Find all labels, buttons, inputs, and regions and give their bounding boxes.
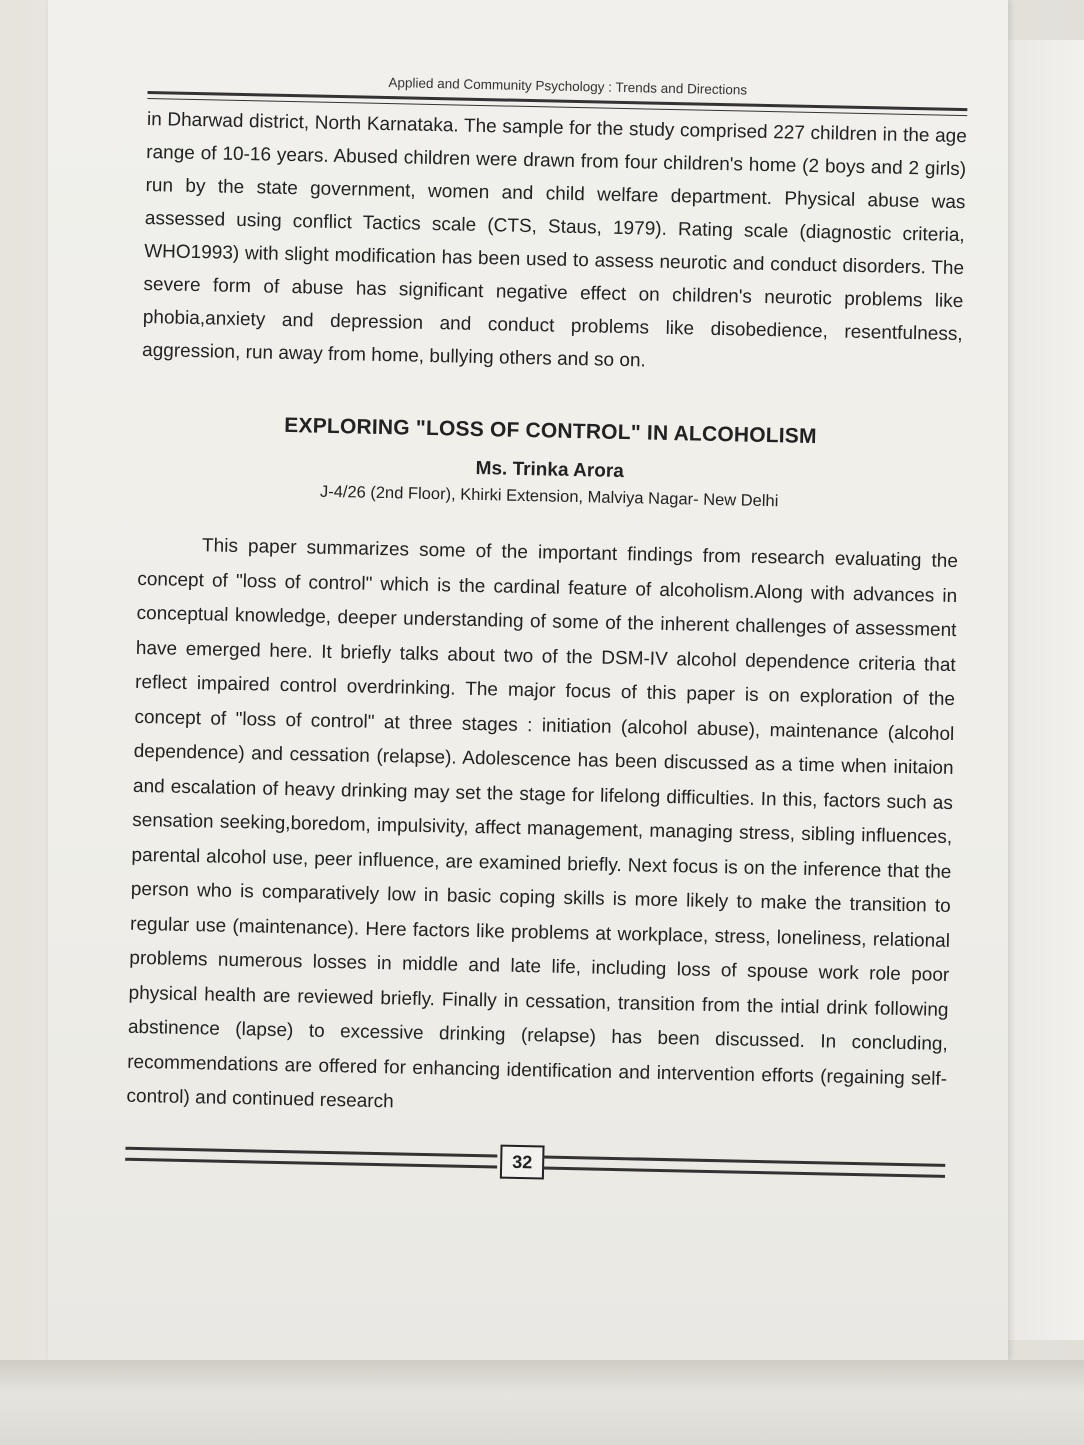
page-number: 32 — [500, 1144, 545, 1179]
article-title: EXPLORING "LOSS OF CONTROL" IN ALCOHOLISM — [284, 413, 817, 449]
continuation-paragraph: in Dharwad district, North Karnataka. The sample for the study comprised 227 children in the age range of 10-16 years. Abused children were drawn from four children's home (2 boys and 2 girls) run by the state government, women and child welfare department. Physical abuse was assessed using conflict Tactics scale (CTS, Staus, 1979). Rating scale (diagnostic criteria, WHO1993) with slight modification has been used to assess neurotic and conduct disorders. The severe form of abuse has significant negative effect on children's neurotic problems like phobia,anxiety and depression and conduct problems like disobedience, resentfulness, aggression, run away from home, bullying others and so on. — [141, 108, 968, 372]
author-address: J-4/26 (2nd Floor), Khirki Extension, Malviya Nagar- New Delhi — [319, 482, 779, 511]
table-edge — [0, 1360, 1084, 1445]
footer-rule-left — [125, 1146, 497, 1168]
running-head: Applied and Community Psychology : Trends and Directions — [388, 75, 748, 98]
page-content — [125, 70, 968, 1187]
page-footer — [125, 1136, 946, 1187]
article-author: Ms. Trinka Arora — [475, 457, 625, 483]
abstract-paragraph: This paper summarizes some of the important findings from research evaluating the concept of "loss of control" which is the cardinal feature of alcoholism.Along with advances in conceptual knowledge, deeper understanding of some of the inherent challenges of assessment have emerged here. It briefly talks about two of the DSM-IV alcohol dependence criteria that reflect impaired control overdrinking. The major focus of this paper is on exploration of the concept of "loss of control" at three stages : initiation (alcohol abuse), maintenance (alcohol dependence) and cessation (relapse). Adolescence has been discussed as a time when initaion and escalation of heavy drinking may set the stage for lifelong difficulties. In this, factors such as sensation seeking,boredom, impulsivity, affect management, managing stress, sibling influences, parental alcohol use, peer influence, are examined briefly. Next focus is on the inference that the person who is comparatively low in basic coping skills is more likely to make the transition to regular use (maintenance). Here factors like problems at workplace, stress, loneliness, relational problems numerous losses in middle and late life, including loss of spouse work role poor physical health are reviewed briefly. Finally in cessation, transition from the intial drink following abstinence (lapse) to excessive drinking (relapse) has been discussed. In concluding, recommendations are offered for enhancing identification and intervention efforts (regaining self-control) and continued research — [126, 535, 959, 1113]
footer-rule-right — [543, 1155, 945, 1177]
adjacent-page-edge — [1004, 40, 1084, 1340]
book-page — [48, 0, 1008, 1360]
